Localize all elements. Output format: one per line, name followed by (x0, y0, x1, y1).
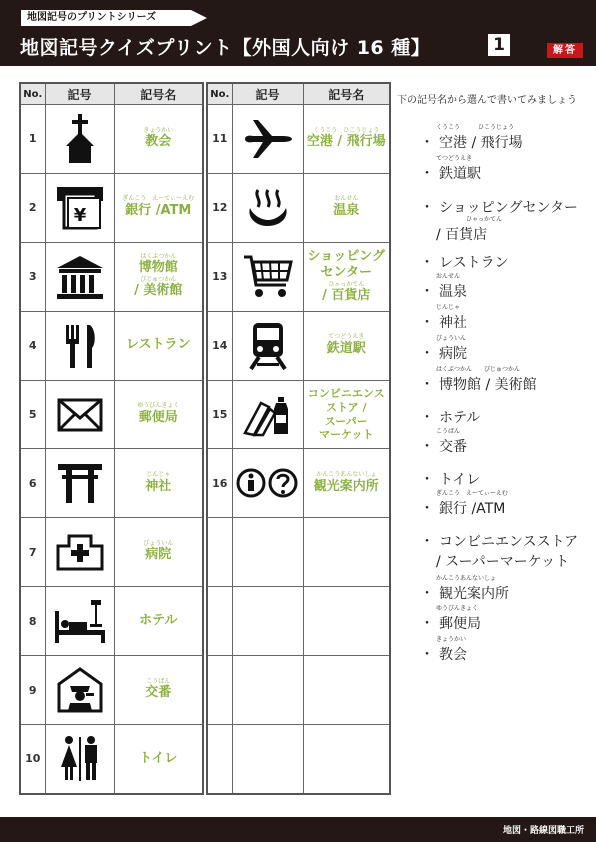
col-name-header: 記号名 (303, 83, 390, 105)
answer-cell: こうばん 交番 (114, 656, 203, 725)
word-bank-item: おんせん ・ 温泉 (420, 273, 467, 300)
word-bank-item: てつどうえき ・ 鉄道駅 (420, 155, 481, 182)
convenience-store-icon (232, 380, 303, 449)
row-number: 2 (20, 173, 45, 242)
post-office-icon (45, 380, 114, 449)
table-row (20, 311, 203, 380)
empty-cell (232, 656, 303, 725)
table-row (207, 656, 390, 725)
row-number: 7 (20, 518, 45, 587)
row-number: 6 (20, 449, 45, 518)
row-number: 5 (20, 380, 45, 449)
table-row (20, 725, 203, 794)
word-bank-item: ぎんこう えーてぃーえむ ・ 銀行 /ATM (420, 490, 508, 517)
word-bank-item: じんじゃ ・ 神社 (420, 304, 467, 331)
symbol-table-right (206, 82, 391, 795)
empty-cell (232, 587, 303, 656)
tourist-info-icon (232, 449, 303, 518)
table-row (207, 311, 390, 380)
empty-cell (207, 518, 232, 587)
hospital-icon (45, 518, 114, 587)
table-row (207, 380, 390, 449)
row-number: 11 (207, 105, 232, 174)
answer-cell: はくぶつかん 博物館 びじゅつかん / 美術館 (114, 242, 203, 311)
word-bank-item: ・ ホテル (420, 410, 481, 426)
instruction-text: 下の記号名から選んで書いてみましょう (397, 95, 577, 106)
table-header-row (207, 83, 390, 105)
table-row (20, 656, 203, 725)
word-bank-item: こうばん ・ 交番 (420, 428, 467, 455)
word-bank-item: きょうかい ・ 教会 (420, 636, 467, 663)
table-header-row (20, 83, 203, 105)
answer-cell: ホテル (114, 587, 203, 656)
empty-cell (303, 725, 390, 794)
answer-cell: かんこうあんないしょ 観光案内所 (303, 449, 390, 518)
answer-cell: てつどうえき 鉄道駅 (303, 311, 390, 380)
empty-cell (303, 587, 390, 656)
word-bank-item: びょういん ・ 病院 (420, 335, 467, 362)
empty-cell (303, 656, 390, 725)
empty-cell (207, 725, 232, 794)
answer-cell: コンビニエンス ストア / スーパー マーケット (303, 380, 390, 449)
answer-cell: くうこう ひこうじょう 空港 / 飛行場 (303, 105, 390, 174)
print-number: 1 (488, 34, 510, 56)
table-row (20, 380, 203, 449)
word-bank-item: くうこう ひこうじょう ・ 空港 / 飛行場 (420, 124, 523, 151)
svg-text:¥: ¥ (73, 204, 86, 226)
answer-cell: じんじゃ 神社 (114, 449, 203, 518)
hotel-icon (45, 587, 114, 656)
table-row (207, 242, 390, 311)
train-station-icon (232, 311, 303, 380)
empty-cell (232, 725, 303, 794)
answer-badge: 解答 (547, 43, 583, 58)
row-number: 3 (20, 242, 45, 311)
table-row (207, 449, 390, 518)
answer-cell: レストラン (114, 311, 203, 380)
answer-cell: おんせん 温泉 (303, 173, 390, 242)
table-row (20, 449, 203, 518)
museum-icon (45, 242, 114, 311)
church-icon (45, 105, 114, 174)
row-number: 16 (207, 449, 232, 518)
empty-cell (232, 518, 303, 587)
table-row (20, 242, 203, 311)
empty-cell (207, 656, 232, 725)
answer-cell: トイレ (114, 725, 203, 794)
row-number: 15 (207, 380, 232, 449)
col-no-header: No. (207, 83, 232, 105)
answer-cell: ショッピング センター ひゃっかてん / 百貨店 (303, 242, 390, 311)
answer-cell: びょういん 病院 (114, 518, 203, 587)
word-bank-item: ・ コンビニエンスストア / スーパーマーケット (420, 534, 579, 570)
page-title: 地図記号クイズプリント【外国人向け 16 種】 (20, 37, 431, 59)
empty-cell (303, 518, 390, 587)
answer-cell: ゆうびんきょく 郵便局 (114, 380, 203, 449)
airport-icon (232, 105, 303, 174)
row-number: 12 (207, 173, 232, 242)
row-number: 1 (20, 105, 45, 174)
row-number: 8 (20, 587, 45, 656)
restaurant-icon (45, 311, 114, 380)
table-row (20, 173, 203, 242)
empty-cell (207, 587, 232, 656)
toilet-icon (45, 725, 114, 794)
table-row (20, 518, 203, 587)
col-no-header: No. (20, 83, 45, 105)
bank-atm-icon (45, 173, 114, 242)
publisher-name: 地図・路線図職工所 (502, 826, 584, 836)
hot-spring-icon (232, 173, 303, 242)
table-row (207, 105, 390, 174)
col-name-header: 記号名 (114, 83, 203, 105)
table-row (207, 173, 390, 242)
answer-cell: ぎんこう えーてぃーえむ 銀行 /ATM (114, 173, 203, 242)
police-box-icon (45, 656, 114, 725)
answer-cell: きょうかい 教会 (114, 105, 203, 174)
col-symbol-header: 記号 (232, 83, 303, 105)
row-number: 10 (20, 725, 45, 794)
word-bank-item: ・ トイレ (420, 472, 481, 488)
row-number: 13 (207, 242, 232, 311)
page-header (0, 0, 596, 66)
shrine-icon (45, 449, 114, 518)
word-bank-item: ・ レストラン (420, 255, 509, 271)
row-number: 4 (20, 311, 45, 380)
table-row (20, 587, 203, 656)
shopping-cart-icon (232, 242, 303, 311)
word-bank-item: はくぶつかん びじゅつかん ・ 博物館 / 美術館 (420, 366, 537, 393)
symbol-table-left (19, 82, 204, 795)
table-row (207, 587, 390, 656)
table-row (20, 105, 203, 174)
word-bank-item: かんこうあんないしょ ・ 観光案内所 (420, 575, 509, 602)
series-tag: 地図記号のプリントシリーズ (21, 10, 191, 26)
table-row (207, 725, 390, 794)
page-footer (0, 817, 596, 842)
row-number: 9 (20, 656, 45, 725)
row-number: 14 (207, 311, 232, 380)
word-bank-item: ・ ショッピングセンター ひゃっかてん / 百貨店 (420, 200, 578, 243)
col-symbol-header: 記号 (45, 83, 114, 105)
table-row (207, 518, 390, 587)
word-bank-item: ゆうびんきょく ・ 郵便局 (420, 605, 481, 632)
